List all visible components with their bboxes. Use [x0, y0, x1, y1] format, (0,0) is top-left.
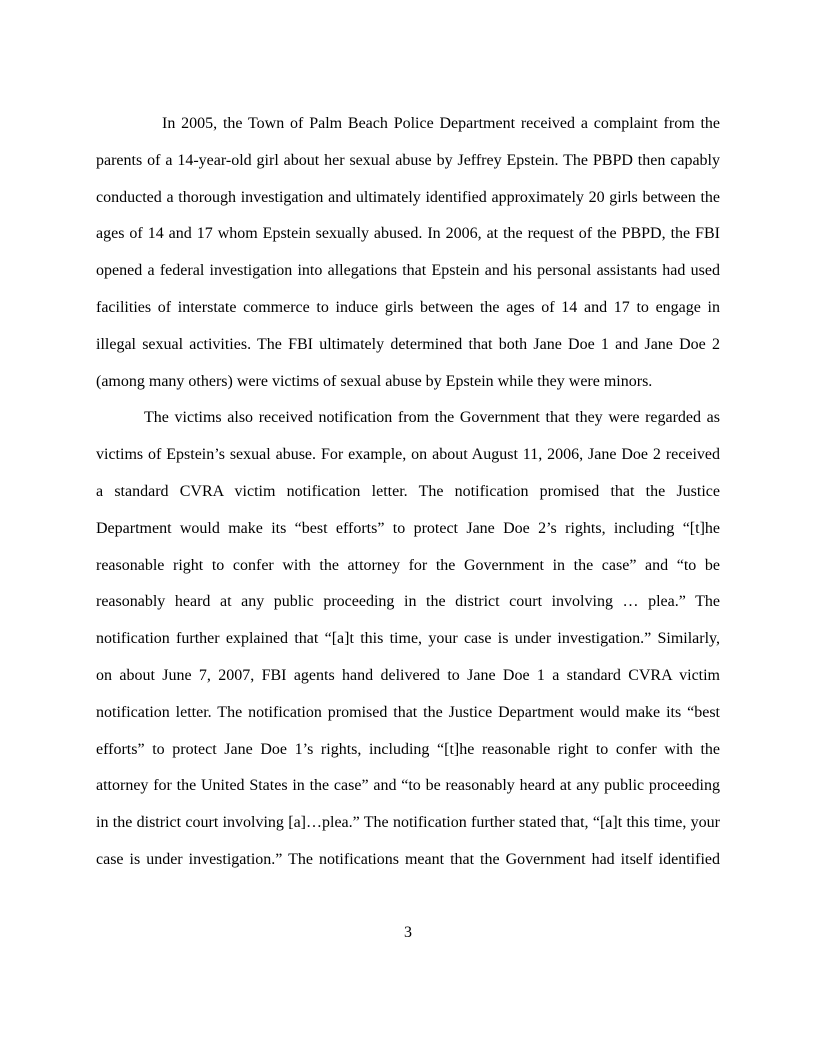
text-line: notification letter. The notification promised that the Justice Department would make its “best [96, 703, 720, 721]
text-line: illegal sexual activities. The FBI ultimately determined that both Jane Doe 1 and Jane Doe 2 [96, 335, 720, 353]
text-line: (among many others) were victims of sexual abuse by Epstein while they were minors. [96, 372, 653, 390]
text-line: reasonable right to confer with the attorney for the Government in the case” and “to be [96, 556, 720, 574]
text-line: notification further explained that “[a]t this time, your case is under investigation.” Similarly, [96, 630, 720, 648]
text-line: In 2005, the Town of Palm Beach Police Department received a complaint from the [162, 115, 720, 132]
text-line: parents of a 14-year-old girl about her sexual abuse by Jeffrey Epstein. The PBPD then capably [96, 151, 720, 169]
page-number: 3 [404, 924, 412, 941]
text-line: Department would make its “best efforts” to protect Jane Doe 2’s rights, including “[t]he [96, 519, 720, 537]
paragraph-2 [96, 400, 720, 878]
text-line: ages of 14 and 17 whom Epstein sexually abused. In 2006, at the request of the PBPD, the FBI [96, 225, 720, 243]
text-line: facilities of interstate commerce to induce girls between the ages of 14 and 17 to engage in [96, 298, 720, 316]
text-line: efforts” to protect Jane Doe 1’s rights, including “[t]he reasonable right to confer with the [96, 740, 720, 758]
text-line: attorney for the United States in the case” and “to be reasonably heard at any public proceeding [96, 777, 720, 795]
text-line: a standard CVRA victim notification letter. The notification promised that the Justice [96, 482, 720, 500]
text-line: conducted a thorough investigation and ultimately identified approximately 20 girls between the [96, 188, 720, 206]
text-line: in the district court involving [a]…plea.” The notification further stated that, “[a]t this time, your [96, 814, 720, 832]
text-line: The victims also received notification from the Government that they were regarded as [144, 409, 720, 427]
document-body [96, 106, 720, 879]
text-line: reasonably heard at any public proceeding in the district court involving … plea.” The [96, 593, 720, 611]
paragraph-1 [96, 106, 720, 400]
text-line: opened a federal investigation into allegations that Epstein and his personal assistants had used [96, 262, 720, 280]
text-line: on about June 7, 2007, FBI agents hand delivered to Jane Doe 1 a standard CVRA victim [96, 666, 720, 684]
text-line: case is under investigation.” The notifications meant that the Government had itself identified [96, 850, 720, 868]
text-line: victims of Epstein’s sexual abuse. For example, on about August 11, 2006, Jane Doe 2 received [96, 446, 720, 464]
